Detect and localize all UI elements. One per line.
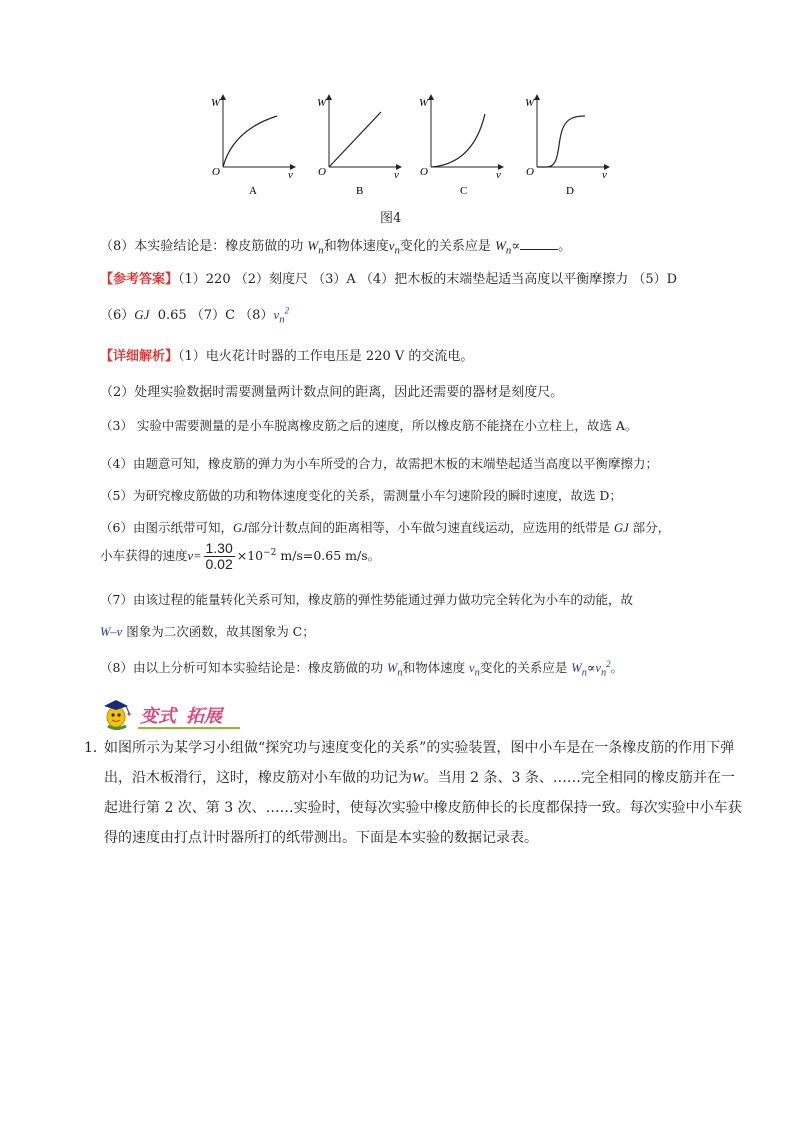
graph-a-label: A	[249, 185, 257, 197]
graph-a-xlabel: v	[288, 169, 293, 181]
question-l2b: 。当用 2 条、3 条、……完全相同的橡皮筋并在一	[423, 770, 735, 786]
section-heading	[100, 697, 250, 735]
analysis-tag: 【详细解析】	[100, 349, 179, 364]
analysis-line-10	[100, 658, 623, 679]
graph-d-xlabel: v	[602, 169, 607, 181]
question-number: 1．	[84, 740, 107, 756]
question-line-3: 起进行第 2 次、第 3 次、……实验时，使每次实验中橡皮筋伸长的长度都保持一致。每次实验中小车获	[104, 800, 742, 816]
fraction-numerator: 1.30	[205, 540, 233, 556]
analysis-line-4: （4）由题意可知，橡皮筋的弹力为小车所受的合力，故需把木板的末端垫起适当高度以平衡摩擦力；	[100, 456, 658, 471]
answer-v: v	[273, 307, 280, 322]
analysis-l7-v: v=	[187, 549, 202, 563]
analysis-w-sub: n	[397, 667, 403, 679]
analysis-l9b: 图象为二次函数，故其图象为 C；	[122, 624, 315, 639]
analysis-line-8: （7）由该过程的能量转化关系可知，橡皮筋的弹性势能通过弹力做功完全转化为小车的动能，故	[100, 592, 633, 607]
analysis-v-sub: n	[474, 667, 480, 679]
analysis-line-3: （3） 实验中需要测量的是小车脱离橡皮筋之后的速度，所以橡皮筋不能挠在小立柱上，故选 A。	[100, 418, 638, 433]
analysis-w2: W	[571, 661, 582, 675]
analysis-l10b: 和物体速度	[402, 660, 470, 675]
analysis-w2-sub: n	[581, 667, 587, 679]
answer-v-sub: n	[279, 313, 285, 326]
section-title-2: 拓展	[186, 706, 222, 727]
analysis-v2: v	[595, 661, 601, 675]
answer-gj: GJ	[134, 307, 150, 322]
graph-c	[419, 95, 503, 197]
analysis-line-2: （2）处理实验数据时需要测量两计数点间的距离，因此还需要的器材是刻度尺。	[100, 385, 564, 400]
graph-a-ylabel: W	[211, 97, 221, 109]
analysis-line-7	[100, 541, 380, 572]
answer-tag: 【参考答案】	[100, 272, 179, 287]
q8-w-sub: n	[318, 244, 324, 257]
graph-d	[525, 95, 609, 197]
graph-a-origin: O	[212, 166, 220, 178]
analysis-gj: GJ	[232, 521, 248, 535]
graph-c-origin: O	[420, 166, 428, 178]
question-line-4: 得的速度由打点计时器所打的纸带测出。下面是本实验的数据记录表。	[104, 830, 538, 846]
analysis-line-1	[100, 345, 473, 364]
graph-b-label: B	[356, 185, 364, 197]
analysis-l7-exp: −2	[263, 547, 277, 558]
q8-end: 。	[558, 239, 572, 254]
graph-c-label: C	[460, 185, 468, 197]
q8-mid: 和物体速度	[323, 239, 389, 254]
question-w: W	[412, 771, 424, 786]
section-banner	[100, 697, 250, 731]
q8-v-sub: n	[394, 244, 400, 257]
analysis-l10c: 变化的关系应是	[479, 660, 572, 675]
analysis-l6b: 部分计数点间的距离相等，小车做匀速直线运动，应选用的纸带是	[247, 520, 611, 535]
analysis-prop: ∝	[586, 660, 596, 675]
analysis-line-9	[100, 622, 315, 640]
answer-v-sup: 2	[284, 305, 290, 316]
question-line-2	[104, 767, 735, 787]
q8-w: W	[307, 238, 319, 253]
analysis-l7b: ×10	[236, 548, 264, 563]
graph-d-origin: O	[526, 166, 534, 178]
question-l2a: 出，沿木板滑行，这时，橡皮筋对小车做的功记为	[104, 770, 412, 786]
fraction-denominator: 0.02	[205, 556, 233, 572]
analysis-l6c: 部分，	[632, 520, 671, 535]
analysis-v2-sup: 2	[606, 658, 611, 669]
analysis-gj-2: GJ	[614, 521, 629, 535]
speed-fraction	[204, 541, 235, 572]
answer-blank	[520, 239, 558, 250]
answer-l2a: （6）	[100, 308, 135, 323]
wv-graphs	[195, 92, 615, 202]
graph-b	[317, 95, 401, 197]
analysis-l1: （1）电火花计时器的工作电压是 220 V 的交流电。	[178, 349, 474, 364]
analysis-l10a: （8）由以上分析可知本实验结论是：橡皮筋做的功	[100, 660, 387, 675]
analysis-v: v	[469, 661, 475, 675]
graph-d-ylabel: W	[525, 97, 535, 109]
q8-w2-sub: n	[505, 244, 512, 257]
question-line-1: 如图所示为某学习小组做“探究功与速度变化的关系”的实验装置，图中小车是在一条橡皮筋的作用下弹	[104, 740, 735, 756]
mascot-icon	[104, 700, 131, 729]
graph-b-origin: O	[318, 166, 326, 178]
answer-line-2	[100, 304, 289, 326]
q8-suffix: 变化的关系应是	[399, 239, 491, 254]
graph-b-xlabel: v	[394, 169, 399, 181]
analysis-line-6	[100, 518, 670, 536]
q8-prefix: （8）本实验结论是：橡皮筋做的功	[100, 239, 304, 254]
answer-line-1	[100, 268, 677, 287]
question-8	[100, 235, 571, 257]
graph-d-label: D	[566, 185, 574, 197]
analysis-w: W	[386, 661, 398, 675]
section-title-1: 变式	[140, 706, 176, 727]
analysis-l6a: （6）由图示纸带可知，	[100, 520, 233, 535]
answer-l2b: 0.65 （7）C （8）	[157, 308, 274, 323]
analysis-wv: W–v	[100, 625, 123, 639]
graph-b-ylabel: W	[317, 97, 327, 109]
q8-w2: W	[495, 238, 506, 253]
graph-c-xlabel: v	[496, 169, 501, 181]
graph-a	[211, 95, 295, 197]
answer-line1-text: （1）220 （2）刻度尺 （3）A （4）把木板的末端垫起适当高度以平衡摩擦力 （5）D	[178, 272, 678, 287]
figure-caption: 图4	[380, 211, 402, 226]
q8-v: v	[388, 238, 395, 253]
analysis-line-5: （5）为研究橡皮筋做的功和物体速度变化的关系，需测量小车匀速阶段的瞬时速度，故选 D；	[100, 488, 622, 503]
graph-c-ylabel: W	[419, 97, 429, 109]
analysis-l7a: 小车获得的速度	[100, 548, 188, 563]
q8-prop: ∝	[511, 239, 521, 254]
analysis-l7c: m/s=0.65 m/s。	[276, 548, 381, 563]
analysis-v2-sub: n	[600, 667, 607, 679]
analysis-end: 。	[610, 660, 624, 675]
